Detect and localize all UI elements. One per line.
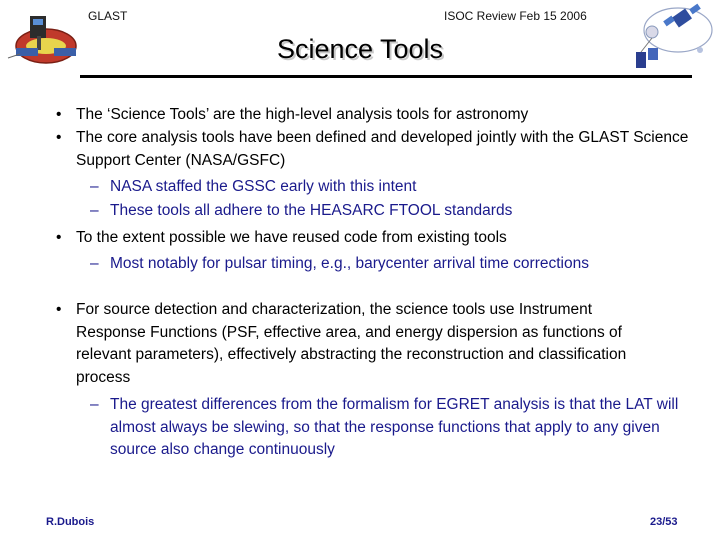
- sub-bullet-item: The greatest differences from the formalism for EGRET analysis is that the LAT will almost always be slewing, so that the response functions that apply to any given source also change continuously: [110, 396, 679, 458]
- sub-bullet-marker: –: [90, 255, 99, 272]
- sub-bullet-marker: –: [90, 202, 99, 219]
- bullet-item: To the extent possible we have reused code from existing tools: [76, 229, 507, 246]
- sub-bullet-item: NASA staffed the GSSC early with this intent: [110, 178, 417, 195]
- sub-bullet-item: These tools all adhere to the HEASARC FTOOL standards: [110, 202, 513, 219]
- sub-bullet-item: Most notably for pulsar timing, e.g., barycenter arrival time corrections: [110, 255, 589, 272]
- bullet-marker: •: [56, 106, 62, 123]
- sub-bullet-marker: –: [90, 178, 99, 195]
- bullet-item: For source detection and characterization, the science tools use Instrument Response Functions (PSF, effective area, and energy dispersion as functions of relevant parameters), effectively abstracting the reconstruction and classification process: [76, 301, 627, 386]
- footer-author: R.Dubois: [46, 516, 95, 528]
- bullet-item: The core analysis tools have been defined and developed jointly with the GLAST Science Support Center (NASA/GSFC): [76, 129, 689, 169]
- bullet-marker: •: [56, 301, 62, 318]
- page-title: Science Tools: [276, 34, 444, 64]
- header-right-label: ISOC Review Feb 15 2006: [444, 9, 587, 23]
- bullet-marker: •: [56, 129, 62, 146]
- bullet-item: The ‘Science Tools’ are the high-level analysis tools for astronomy: [76, 106, 529, 123]
- slide-number: 23/53: [650, 516, 678, 528]
- header-left-label: GLAST: [88, 9, 128, 23]
- bullet-marker: •: [56, 229, 62, 246]
- title-divider: [80, 75, 692, 78]
- sub-bullet-marker: –: [90, 396, 99, 413]
